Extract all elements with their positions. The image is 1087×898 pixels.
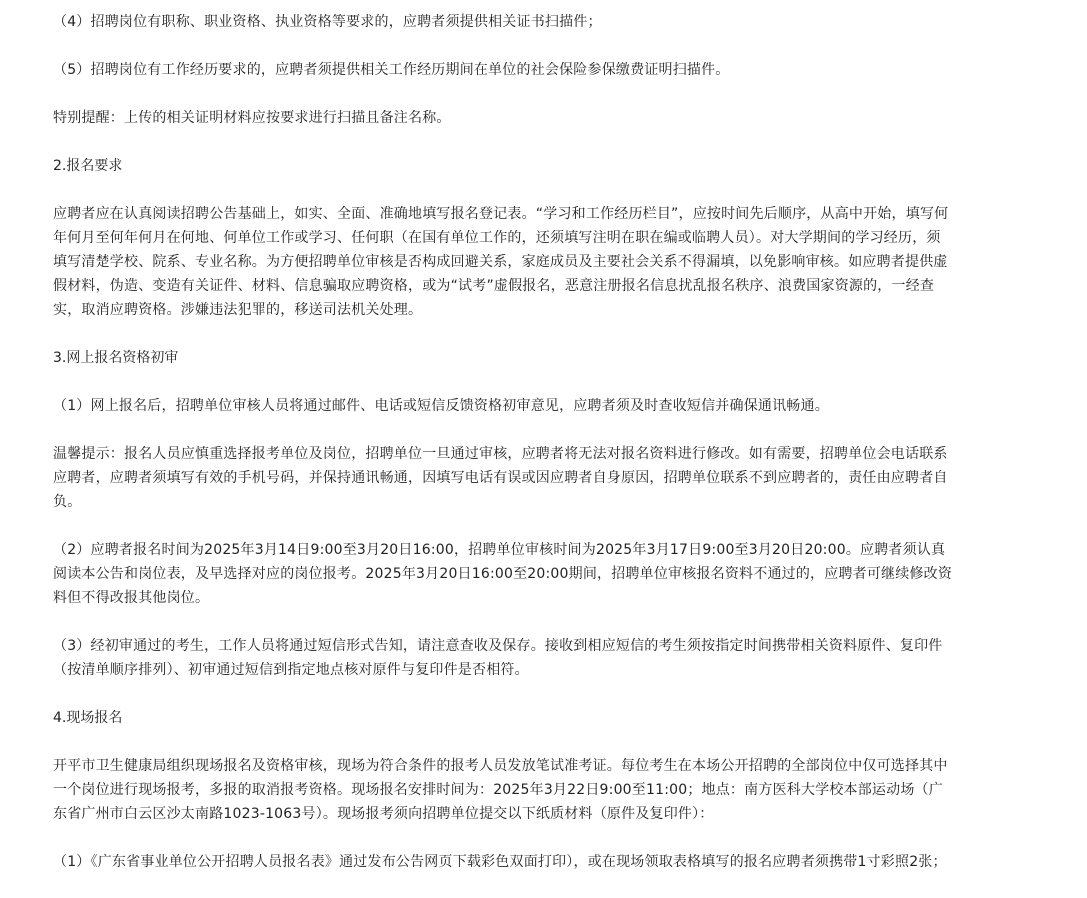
paragraph-certificate-requirement: （4）招聘岗位有职称、职业资格、执业资格等要求的，应聘者须提供相关证书扫描件； bbox=[53, 14, 602, 30]
paragraph-online-review-feedback: （1）网上报名后，招聘单位审核人员将通过邮件、电话或短信反馈资格初审意见，应聘者须及时查收短信并确保通讯畅通。 bbox=[53, 398, 829, 414]
paragraph-warm-tips: 温馨提示：报名人员应慎重选择报考单位及岗位，招聘单位一旦通过审核，应聘者将无法对报名资料进行修改。如有需要，招聘单位会电话联系应聘者，应聘者须填写有效的手机号码，并保持通讯畅通，因填写电话有误或因应聘者自身原因，招聘单位联系不到应聘者的，责任由应聘者自负。 bbox=[53, 446, 948, 510]
paragraph-registration-requirements: 应聘者应在认真阅读招聘公告基础上，如实、全面、准确地填写报名登记表。“学习和工作经历栏目”，应按时间先后顺序，从高中开始，填写何年何月至何年何月在何地、何单位工作或学习、任何职（在国有单位工作的，还须填写注明在职在编或临聘人员）。对大学期间的学习经历，须填写清楚学校、院系、专业名称。为方便招聘单位审核是否构成回避关系，家庭成员及主要社会关系不得漏填，以免影响审核。如应聘者提供虚假材料，伪造、变造有关证件、材料、信息骗取应聘资格，或为“试考”虚假报名，恶意注册报名信息扰乱报名秩序、浪费国家资源的，一经查实，取消应聘资格。涉嫌违法犯罪的，移送司法机关处理。 bbox=[53, 206, 949, 318]
paragraph-onsite-registration: 开平市卫生健康局组织现场报名及资格审核，现场为符合条件的报考人员发放笔试准考证。每位考生在本场公开招聘的全部岗位中仅可选择其中一个岗位进行现场报考，多报的取消报考资格。现场报名安排时间为：2025年3月22日9:00至11:00；地点：南方医科大学校本部运动场（广东省广州市白云区沙太南路1023-1063号）。现场报考须向招聘单位提交以下纸质材料（原件及复印件）： bbox=[53, 758, 948, 822]
paragraph-registration-time: （2）应聘者报名时间为2025年3月14日9:00至3月20日16:00，招聘单位审核时间为2025年3月17日9:00至3月20日20:00。应聘者须认真阅读本公告和岗位表，及早选择对应的岗位报考。2025年3月20日16:00至20:00期间，招聘单位审核报名资料不通过的，应聘者可继续修改资料但不得改报其他岗位。 bbox=[53, 542, 953, 606]
paragraph-special-reminder: 特别提醒：上传的相关证明材料应按要求进行扫描且备注名称。 bbox=[53, 110, 451, 126]
section-heading-registration-requirements: 2.报名要求 bbox=[53, 158, 123, 174]
paragraph-preliminary-pass-notice: （3）经初审通过的考生，工作人员将通过短信形式告知，请注意查收及保存。接收到相应短信的考生须按指定时间携带相关资料原件、复印件（按清单顺序排列）、初审通过短信到指定地点核对原件与复印件是否相符。 bbox=[53, 638, 943, 678]
paragraph-registration-form: （1）《广东省事业单位公开招聘人员报名表》通过发布公告网页下载彩色双面打印），或在现场领取表格填写的报名应聘者须携带1寸彩照2张； bbox=[53, 854, 947, 870]
section-heading-online-preliminary-review: 3.网上报名资格初审 bbox=[53, 350, 179, 366]
paragraph-work-experience-requirement: （5）招聘岗位有工作经历要求的，应聘者须提供相关工作经历期间在单位的社会保险参保缴费证明扫描件。 bbox=[53, 62, 730, 78]
article-body bbox=[53, 10, 953, 898]
section-heading-onsite-registration: 4.现场报名 bbox=[53, 710, 123, 726]
